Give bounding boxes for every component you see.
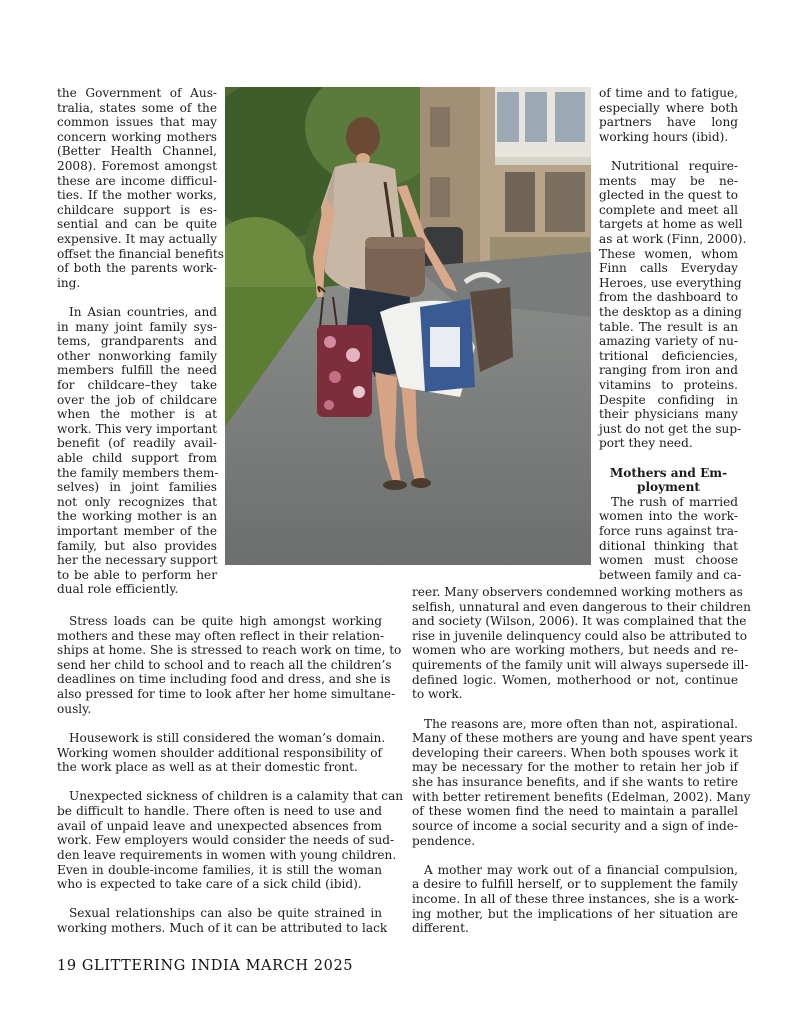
text-line: force runs against tra- xyxy=(599,524,738,538)
text-line: targets at home as well xyxy=(599,217,743,232)
text-line: over the job of childcare xyxy=(57,392,217,407)
text-line: Nutritional require- xyxy=(611,159,738,173)
text-line: her the necessary support xyxy=(57,553,218,568)
text-line: tritional deficiencies, xyxy=(599,348,738,363)
text-line: especially where both xyxy=(599,100,738,115)
text-line: ships at home. She is stressed to reach work on time, to xyxy=(57,643,402,658)
text-line: developing their careers. When both spouses work it xyxy=(412,745,738,760)
text-line: den leave requirements in women with young children. xyxy=(57,847,397,862)
text-line: Even in double-income families, it is still the woman xyxy=(57,862,382,877)
text-line: expensive. It may actually xyxy=(57,232,217,246)
text-line: ing. xyxy=(57,275,81,290)
text-line: partners have long xyxy=(599,115,738,130)
text-line: vitamins to proteins. xyxy=(599,378,738,392)
text-line: of time and to fatigue, xyxy=(599,86,738,100)
text-line: tralia, states some of the xyxy=(57,100,217,115)
text-line: selfish, unnatural and even dangerous to their children xyxy=(412,599,751,614)
text-line: Heroes, use everything xyxy=(599,275,742,290)
text-line: women who are working mothers, but needs and re- xyxy=(412,643,738,658)
text-line: the desktop as a dining xyxy=(599,305,742,319)
text-line: concern working mothers xyxy=(57,129,217,144)
text-line: Mothers and Em- xyxy=(609,465,728,480)
photo-woman-carrying-bags xyxy=(225,87,591,565)
page-number: 19 xyxy=(57,958,77,974)
text-line: benefit (of readily avail- xyxy=(57,436,217,451)
text-line: childcare support is es- xyxy=(57,202,217,217)
text-line: 2008). Foremost amongst xyxy=(57,159,217,173)
text-line: to work. xyxy=(412,687,463,702)
text-line: send her child to school and to reach all the children’s xyxy=(57,657,392,672)
text-line: ditional thinking that xyxy=(599,538,738,553)
text-line: ranging from iron and xyxy=(599,363,738,378)
text-line: for childcare–they take xyxy=(57,378,217,392)
publication-name: GLITTERING INDIA xyxy=(81,958,241,974)
text-line: ties. If the mother works, xyxy=(57,188,217,203)
text-line: women must choose xyxy=(599,553,738,568)
text-line: a desire to fulfill herself, or to supplement the family xyxy=(412,877,738,892)
text-line: work. Few employers would consider the needs of sud- xyxy=(57,833,395,848)
text-line: these are income difficul- xyxy=(57,173,217,188)
text-line: the working mother is an xyxy=(57,509,217,524)
text-line: in many joint family sys- xyxy=(57,319,217,334)
text-line: also pressed for time to look after her home simultane- xyxy=(57,687,396,702)
text-line: as at work (Finn, 2000). xyxy=(599,232,747,246)
text-line: different. xyxy=(412,921,469,936)
text-line: members fulfill the need xyxy=(57,363,217,378)
text-line: Despite confiding in xyxy=(599,392,738,407)
text-line: table. The result is an xyxy=(599,319,738,334)
text-line: to be able to perform her xyxy=(57,567,217,582)
text-line: not only recognizes that xyxy=(57,494,217,509)
text-line: women into the work- xyxy=(599,509,738,524)
text-line: source of income a social security and a sign of inde- xyxy=(412,818,738,833)
text-line: Many of these mothers are young and have spent years xyxy=(412,731,753,746)
text-line: dual role efficiently. xyxy=(57,582,179,597)
text-line: rise in juvenile delinquency could also be attributed to xyxy=(412,628,748,643)
text-line: Working women shoulder additional responsibility of xyxy=(57,745,382,760)
text-line: and society (Wilson, 2006). It was complained that the xyxy=(412,614,747,629)
text-line: avail of unpaid leave and unexpected absences from xyxy=(57,818,382,833)
text-line: working hours (ibid). xyxy=(599,129,729,144)
text-line: deadlines on time including food and dress, and she is xyxy=(57,672,391,687)
text-line: ments may be ne- xyxy=(599,173,738,188)
text-line: other nonworking family xyxy=(57,348,217,363)
text-line: the work place as well as at their domestic front. xyxy=(57,760,358,775)
text-line: Stress loads can be quite high amongst working xyxy=(69,614,382,628)
text-line: glected in the quest to xyxy=(599,188,738,203)
text-line: defined logic. Women, motherhood or not, continue xyxy=(412,672,738,687)
text-line: amazing variety of nu- xyxy=(599,334,738,349)
text-line: work. This very important xyxy=(57,421,217,436)
text-line: who is expected to take care of a sick child (ibid). xyxy=(57,877,362,892)
text-line: from the dashboard to xyxy=(599,290,738,305)
text-line: common issues that may xyxy=(57,115,217,130)
page-footer xyxy=(57,958,353,974)
text-line: Sexual relationships can also be quite strained in xyxy=(69,906,382,921)
text-line: The reasons are, more often than not, aspirational. xyxy=(424,716,738,731)
text-line: income. In all of these three instances, she is a work- xyxy=(412,892,739,907)
text-line: quirements of the family unit will always supersede ill- xyxy=(412,658,749,673)
text-line: the family members them- xyxy=(57,465,219,480)
text-line: of these women find the need to maintain a parallel xyxy=(412,804,738,819)
text-line: working mothers. Much of it can be attributed to lack xyxy=(57,921,388,936)
text-line: port they need. xyxy=(599,436,693,451)
text-line: pendence. xyxy=(412,833,476,848)
text-line: family, but also provides xyxy=(57,538,217,553)
text-line: mothers and these may often reflect in their relation- xyxy=(57,628,385,643)
text-line: Finn calls Everyday xyxy=(599,261,738,276)
text-line: when the mother is at xyxy=(57,407,217,422)
text-line: the Government of Aus- xyxy=(57,86,217,100)
text-line: she has insurance benefits, and if she wants to retire xyxy=(412,775,738,790)
text-line: selves) in joint families xyxy=(57,480,217,495)
text-line: important member of the xyxy=(57,524,217,538)
text-line: able child support from xyxy=(57,451,217,465)
text-line: just do not get the sup- xyxy=(599,421,742,436)
text-line: sential and can be quite xyxy=(57,217,217,232)
text-line: with better retirement benefits (Edelman, 2002). Many xyxy=(412,789,751,804)
text-line: Housework is still considered the woman’s domain. xyxy=(69,730,386,745)
text-line: In Asian countries, and xyxy=(69,305,217,319)
text-line: reer. Many observers condemned working mothers as xyxy=(412,585,743,599)
text-line: These women, whom xyxy=(599,246,738,261)
text-line: ployment xyxy=(636,480,700,495)
article-photo xyxy=(225,87,591,565)
text-line: The rush of married xyxy=(611,494,738,509)
text-line: tems, grandparents and xyxy=(57,334,217,349)
text-line: (Better Health Channel, xyxy=(57,144,217,159)
text-line: their physicians many xyxy=(599,407,738,422)
text-line: ously. xyxy=(57,701,92,716)
text-line: may be necessary for the mother to retain her job if xyxy=(412,760,738,775)
text-line: offset the financial benefits xyxy=(57,246,224,261)
text-line: complete and meet all xyxy=(599,202,738,217)
text-line: A mother may work out of a financial compulsion, xyxy=(424,862,738,877)
text-line: ing mother, but the implications of her situation are xyxy=(412,906,738,921)
issue-date: MARCH 2025 xyxy=(245,958,354,974)
text-line: between family and ca- xyxy=(599,567,742,582)
text-line: be difficult to handle. There often is need to use and xyxy=(57,804,382,819)
text-line: Unexpected sickness of children is a calamity that can xyxy=(69,789,404,804)
text-line: of both the parents work- xyxy=(57,261,217,276)
